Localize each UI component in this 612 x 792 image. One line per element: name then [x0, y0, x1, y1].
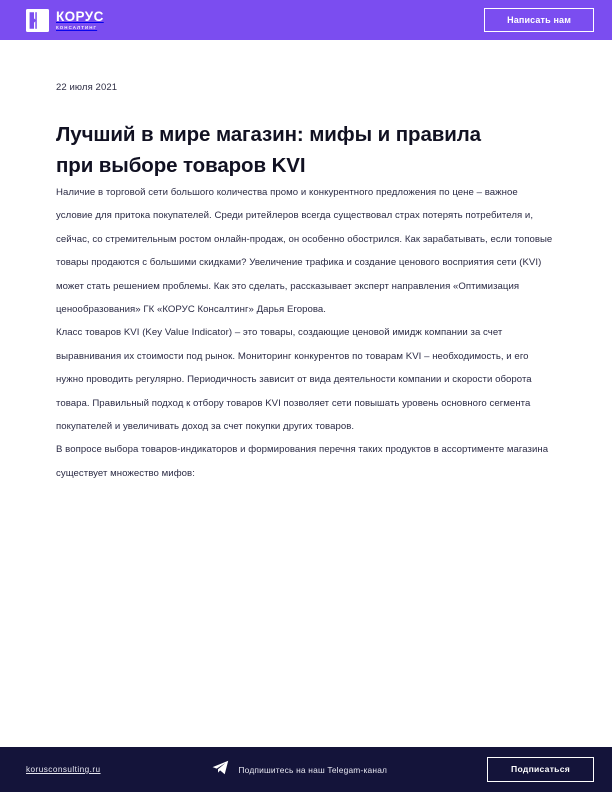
contact-us-button[interactable]: Написать нам: [484, 8, 594, 32]
page-title: Лучший в мире магазин: мифы и правила при выборе товаров KVI: [56, 123, 481, 177]
footer-telegram-text: Подпишитесь на наш Telegam-канал: [238, 764, 388, 775]
article-paragraph: Класс товаров KVI (Key Value Indicator) – это товары, создающие ценовой имидж компании за счет выравнивания их стоимости под рынок. Мониторинг конкурентов по товарам KVI – необходимость, и его нужно проводить регулярно. Периодичность зависит от вида деятельности компании и скорости оборота товара. Правильный подход к отбору товаров KVI позволяет сети повышать уровень основного сегмента покупателей и увеличивать доход за счет покупки других товаров.: [56, 327, 532, 433]
footer-telegram-promo: [131, 760, 470, 780]
subscribe-button[interactable]: Подписаться: [487, 757, 594, 782]
article-body: [56, 181, 556, 485]
article-content: [0, 40, 612, 747]
logo-title: КОРУС: [56, 8, 104, 24]
article-paragraph: Наличие в торговой сети большого количества промо и конкурентного предложения по цене – важное условие для притока покупателей. Среди ритейлеров всегда существовал страх потерять потребителя и, сейчас, со стремительным ростом онлайн-продаж, он особенно обострился. Как зарабатывать, если топовые товары продаются с большими скидками? Увеличение трафика и создание ценового восприятия сети (KVI) может стать решением проблемы. Как это сделать, рассказывает эксперт направления «Оптимизация ценообразования» ГК «КОРУС Консалтинг» Дарья Егорова.: [56, 187, 553, 316]
site-header: [0, 0, 612, 40]
logo-subtitle: КОНСАЛТИНГ: [56, 24, 98, 30]
article-paragraph: В вопросе выбора товаров-индикаторов и формирования перечня таких продуктов в ассортименте магазина существует множество мифов:: [56, 444, 549, 479]
logo-wordmark: [56, 10, 104, 30]
article-date: 22 июля 2021: [56, 82, 118, 93]
telegram-paper-plane-icon: [212, 760, 229, 780]
site-footer: [0, 747, 612, 792]
korus-logo-icon: [26, 9, 49, 32]
logo-link[interactable]: [26, 9, 104, 32]
footer-domain-link[interactable]: korusconsulting.ru: [26, 765, 101, 774]
